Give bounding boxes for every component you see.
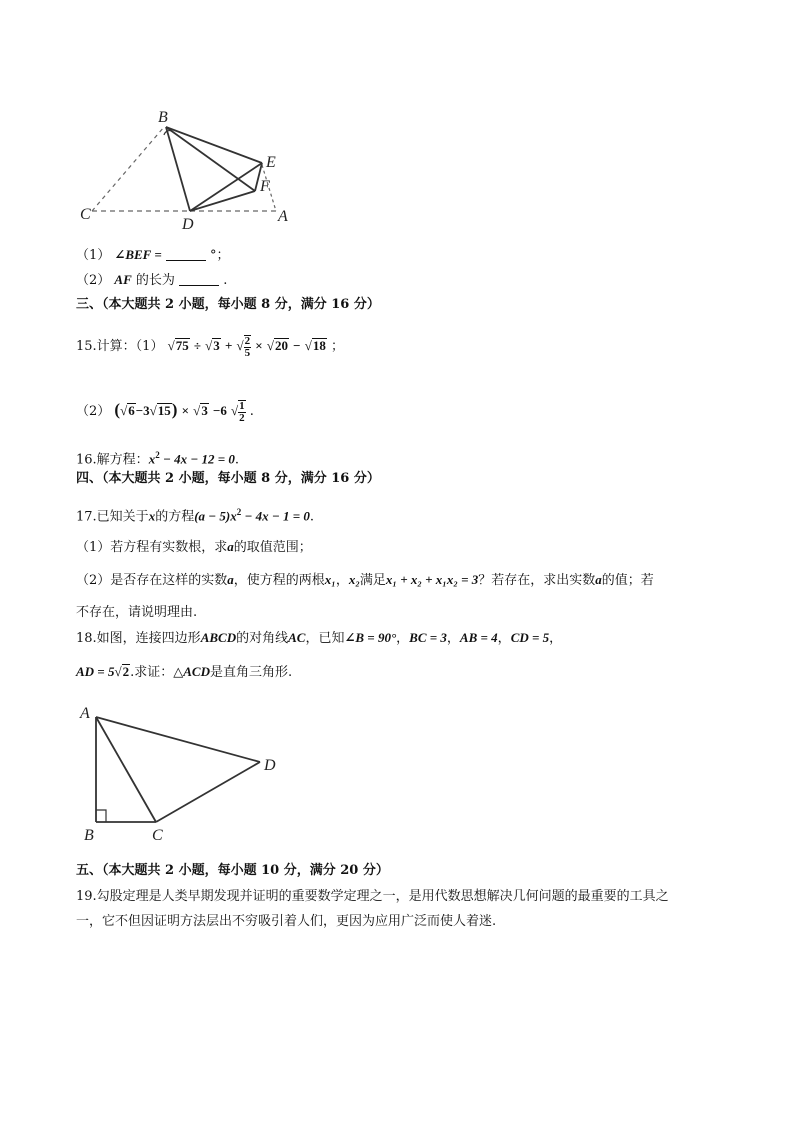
- q15-sqrt-20: 20: [274, 338, 288, 353]
- q18-cd: CD = 5: [510, 630, 550, 645]
- q15-minus: −: [293, 338, 301, 353]
- q15-p2: （2）: [76, 404, 111, 419]
- q18-line1: 18.如图，连接四边形ABCD的对角线AC，已知∠B = 90°，BC = 3，AB = 4，CD = 5，: [76, 630, 563, 646]
- q17-sub2-c: 满足: [359, 573, 386, 588]
- q15-end2: .: [249, 404, 254, 419]
- q17-sub2-e: 的值；若: [601, 573, 654, 588]
- q18-abcd: ABCD: [200, 630, 237, 645]
- q18-known: ，已知: [305, 631, 345, 646]
- line-df: [190, 191, 255, 211]
- q17-sub1-a: （1）若方程有实数根，求: [76, 540, 228, 555]
- q18-mid: 的对角线: [236, 631, 289, 646]
- q18-ac: AC: [288, 630, 306, 645]
- q18-bc: BC = 3: [409, 630, 447, 645]
- figure-q14: [80, 105, 300, 230]
- right-angle-mark: [96, 810, 106, 822]
- q15-end1: ；: [330, 339, 344, 354]
- q15-part1: 15.计算：（1） √75 ÷ √3 + √ $\frac{2}{5}$ × √20 − √18 ；: [76, 335, 344, 360]
- q17-eq1: (a − 5)x: [194, 508, 237, 524]
- label-e: E: [266, 154, 276, 171]
- q14-sub1-blank[interactable]: [166, 248, 206, 261]
- q17-x: x: [148, 508, 156, 524]
- q17-stem: [76, 503, 314, 526]
- q14-sub2-text: 的长为: [135, 273, 175, 288]
- q17-sub2-line2: 不存在，请说明理由.: [76, 605, 198, 620]
- q14-sub2-blank[interactable]: [179, 273, 219, 286]
- q15-sqrt-18: 18: [312, 338, 326, 353]
- label-b: B: [158, 109, 168, 126]
- q17-a3: a: [595, 572, 602, 587]
- line-ad: [96, 717, 260, 762]
- q17-sub2-b: ，使方程的两根: [233, 573, 325, 588]
- q15-plus: +: [224, 338, 233, 353]
- q17-eq-exp: 2: [236, 507, 242, 517]
- section5-title: 五、（本大题共 2 小题，每小题 10 分，满分 20 分）: [76, 863, 389, 878]
- q16: [76, 446, 239, 469]
- q14-sub1: [76, 246, 230, 265]
- q15-sqrt-3b: 3: [201, 403, 208, 418]
- q17-comma: ，: [335, 573, 349, 588]
- label-d: D: [264, 757, 276, 774]
- q17-eq2: − 4x − 1 = 0: [241, 508, 310, 524]
- q18-prefix: 18.如图，连接四边形: [76, 631, 201, 646]
- q17-sub1: [76, 538, 312, 557]
- label-a: A: [278, 208, 288, 225]
- q14-sub1-prefix: （1）: [76, 248, 111, 263]
- q17-sub1-b: 的取值范围；: [233, 540, 312, 555]
- q17-a: a: [227, 539, 234, 554]
- q17-cond: x₁ + x₂ + x₁x₂ = 3: [385, 572, 479, 587]
- q16-prefix: 16.解方程：: [76, 452, 149, 468]
- q14-sub1-expr: ∠BEF =: [114, 247, 162, 262]
- q18-angle: ∠B = 90°: [344, 630, 397, 645]
- line-ac: [96, 717, 156, 822]
- q14-sub1-suffix: °；: [210, 248, 230, 263]
- label-d: D: [182, 216, 194, 230]
- q15-sqrt-3: 3: [213, 338, 220, 353]
- q17-sub2-d: ？若存在，求出实数: [478, 573, 596, 588]
- q17-a2: a: [227, 572, 234, 587]
- label-a: A: [80, 705, 90, 722]
- q18-ad: AD = 5: [76, 664, 115, 679]
- q15-rparen: ): [171, 400, 178, 419]
- q15-minus6: −6: [212, 403, 227, 418]
- q14-sub2: [76, 271, 227, 290]
- q17-x1: x₁: [324, 572, 336, 587]
- line-bf: [166, 127, 255, 191]
- label-c: C: [152, 827, 163, 844]
- q14-sub2-expr: AF: [114, 272, 132, 287]
- q18-proof: .求证：△: [130, 665, 184, 680]
- q18-line2: AD = 5√2.求证：△ACD是直角三角形.: [76, 664, 293, 680]
- section3-title: 三、（本大题共 2 小题，每小题 8 分，满分 16 分）: [76, 297, 380, 312]
- q18-ad-sqrt: 2: [122, 664, 130, 679]
- q14-sub2-end: .: [223, 273, 228, 288]
- q16-rest: − 4x − 12 = 0: [159, 451, 235, 467]
- q17-x2: x₂: [348, 572, 360, 587]
- q15-frac2: $\frac{1}{2}$: [239, 400, 245, 425]
- q15-sqrt-75: 75: [175, 338, 189, 353]
- q19-line2: 一，它不但因证明方法层出不穷吸引着人们，更因为应用广泛而使人着迷.: [76, 914, 497, 929]
- q15-frac: $\frac{2}{5}$: [244, 335, 251, 360]
- q17-prefix: 17.已知关于: [76, 509, 149, 525]
- q15-times2: ×: [181, 403, 190, 418]
- q15-prefix: 15.计算：（1）: [76, 339, 164, 354]
- line-bd: [166, 127, 190, 211]
- line-be: [166, 127, 262, 163]
- q17-sub2-a: （2）是否存在这样的实数: [76, 573, 228, 588]
- figure-q18: [78, 702, 298, 847]
- q15-part2: （2） (√6−3√15) × √3 −6 √ $\frac{1}{2}$ .: [76, 400, 254, 425]
- q16-end: .: [234, 452, 239, 468]
- q18-acd: ACD: [183, 664, 210, 679]
- label-c: C: [80, 206, 91, 223]
- q17-sub2: [76, 571, 654, 590]
- q15-minus3: −3: [135, 403, 150, 418]
- q18-proof-end: 是直角三角形.: [209, 665, 293, 680]
- q17-end: .: [309, 509, 315, 525]
- q15-sqrt-15: 15: [157, 403, 171, 418]
- q15-sqrt-6: 6: [128, 403, 135, 418]
- q15-lparen: (: [114, 400, 121, 419]
- q17-mid: 的方程: [155, 509, 195, 525]
- q16-x: x: [148, 451, 156, 467]
- q16-exp: 2: [155, 450, 160, 460]
- label-f: F: [260, 178, 270, 195]
- section4-title: 四、（本大题共 2 小题，每小题 8 分，满分 16 分）: [76, 471, 380, 486]
- q14-sub2-prefix: （2）: [76, 273, 111, 288]
- q19-line1: 19.勾股定理是人类早期发现并证明的重要数学定理之一，是用代数思想解决几何问题的最重要的工具之: [76, 889, 669, 904]
- label-b: B: [84, 827, 94, 844]
- q15-times: ×: [255, 338, 263, 353]
- line-cd: [156, 762, 260, 822]
- q15-div: ÷: [193, 338, 202, 353]
- q18-ab: AB = 4: [459, 630, 498, 645]
- line-cb-dashed: [92, 127, 164, 211]
